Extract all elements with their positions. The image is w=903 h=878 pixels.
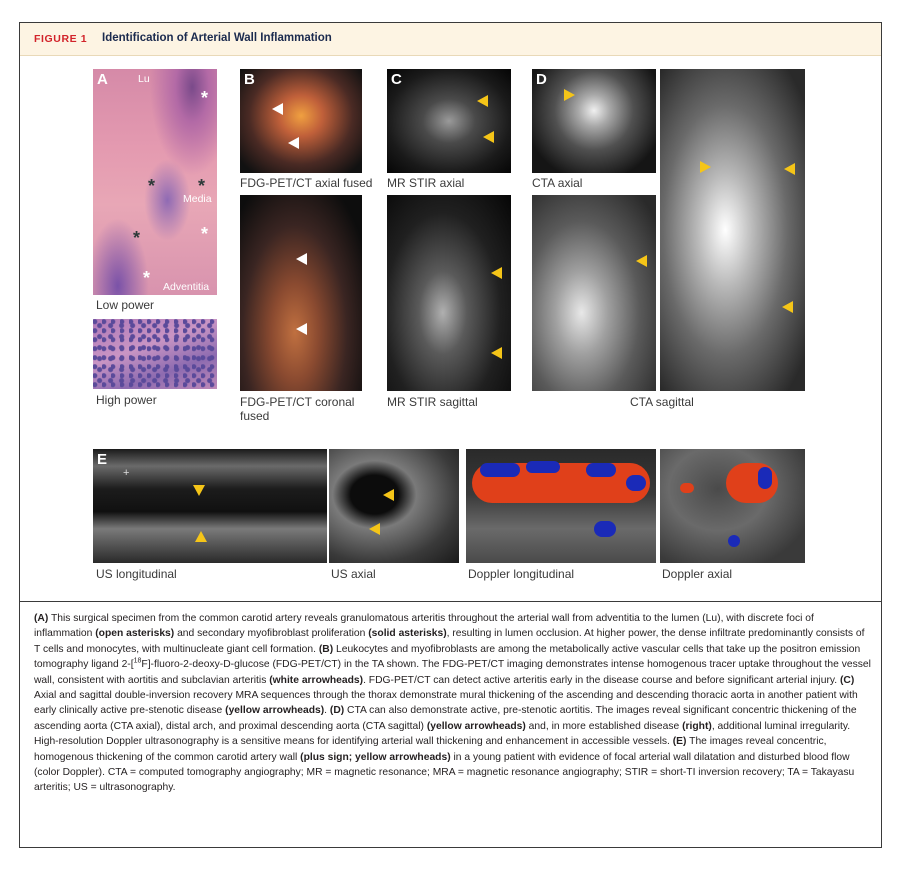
- lumen-tag: Lu: [138, 73, 150, 85]
- panel-c-axial-image: [387, 69, 511, 173]
- adventitia-tag: Adventitia: [163, 281, 210, 293]
- legend-b-text: . FDG-PET/CT can detect active arteritis early in the disease course and before significant arterial injury.: [363, 674, 840, 686]
- panel-b-axial-image: [240, 69, 362, 173]
- legend-white-arrowheads: (white arrowheads): [269, 674, 364, 686]
- legend-c-text: Axial and sagittal double-inversion recovery MRA sequences through the thorax demonstrate mural thickening of the ascending and descending thoracic aorta in another patient with early clinically active pre-stenotic disease: [34, 690, 858, 717]
- legend-c-tag: (C): [839, 674, 855, 686]
- panel-d-sagittal-image-left: [532, 195, 656, 391]
- yellow-arrowhead: [784, 163, 795, 175]
- white-arrowhead: [288, 137, 299, 149]
- legend-open-asterisks: (open asterisks): [95, 628, 175, 640]
- legend-e-text: in a young patient with evidence of focal arterial wall dilatation and disturbed blood flow (color Doppler). CTA = computed tomography angiography; MR = magnetic resonance; MRA = magnetic resonance angiography; STIR = short-TI inversion recovery; TA = Takayasu arteritis; US = ultrasonography.: [34, 751, 855, 794]
- legend-a-tag: (A): [34, 613, 49, 624]
- yellow-arrowhead: [491, 347, 502, 359]
- solid-asterisk-marker: *: [133, 228, 141, 248]
- panel-e-us-axial-caption: US axial: [331, 567, 376, 581]
- panel-a-low-caption: Low power: [96, 298, 155, 312]
- panel-c-sagittal-image: [387, 195, 511, 391]
- white-arrowhead: [272, 103, 283, 115]
- yellow-arrowhead: [369, 523, 380, 535]
- media-tag: Media: [183, 193, 212, 205]
- figure-frame: [19, 22, 882, 848]
- legend-d-right: (right): [682, 720, 712, 732]
- yellow-arrowhead: [195, 531, 207, 542]
- yellow-arrowhead: [564, 89, 575, 101]
- figure-header: [20, 23, 881, 56]
- legend-a-text: and secondary myofibroblast proliferation: [174, 628, 369, 640]
- figure-legend: [34, 611, 872, 796]
- white-arrowhead: [296, 253, 307, 265]
- panel-b-axial-caption: FDG-PET/CT axial fused: [240, 176, 373, 190]
- solid-asterisk-marker: *: [198, 176, 206, 196]
- open-asterisk-marker: *: [201, 88, 209, 108]
- legend-e-plus-sign: (plus sign; yellow arrowheads): [300, 751, 451, 763]
- panel-b-coronal-caption-line2: fused: [240, 409, 270, 423]
- panel-b-letter: B: [244, 71, 255, 88]
- panel-d-sagittal-image-right: [660, 69, 805, 391]
- panel-c-axial-caption: MR STIR axial: [387, 176, 465, 190]
- yellow-arrowhead: [193, 485, 205, 496]
- figure-label: FIGURE 1: [34, 33, 88, 45]
- legend-solid-asterisks: (solid asterisks): [368, 628, 447, 640]
- panel-d-axial-image: [532, 69, 656, 173]
- panel-e-us-longitudinal-image: [93, 449, 327, 563]
- legend-divider: [20, 601, 881, 602]
- legend-a-text: This surgical specimen from the common carotid artery reveals granulomatous arteritis throughout the arterial wall from adventitia to the lumen (Lu), with discrete foci of inflammation: [34, 613, 814, 640]
- panel-b-coronal-image: [240, 195, 362, 391]
- legend-e-text: The images reveal concentric, homogenous thickening of the common carotid artery wall: [34, 736, 827, 763]
- legend-c-text: .: [324, 705, 330, 717]
- panel-c-letter: C: [391, 71, 402, 88]
- legend-e-tag: (E): [672, 736, 687, 748]
- legend-d-text: CTA can also demonstrate active, pre-stenotic aortitis. The images reveal significant concentric thickening of the ascending aorta (CTA axial), distal arch, and proximal descending aorta (CTA sagittal): [34, 705, 857, 732]
- legend-d-text: , additional luminal irregularity. High-resolution Doppler ultrasonography is a sensitive means for identifying arterial wall thickening and enhancement in accessible vessels.: [34, 720, 851, 748]
- panel-a-low-power-image: [93, 69, 217, 295]
- legend-d-tag: (D): [329, 705, 345, 717]
- yellow-arrowhead: [491, 267, 502, 279]
- panel-c-sagittal-caption: MR STIR sagittal: [387, 395, 478, 409]
- panel-e-letter: E: [97, 451, 108, 468]
- legend-d-yellow-arrowheads: (yellow arrowheads): [426, 720, 526, 732]
- panel-e-us-axial-image: [329, 449, 459, 563]
- white-arrowhead: [296, 323, 307, 335]
- figure-title: Identification of Arterial Wall Inflammation: [102, 32, 332, 44]
- plus-sign-marker: +: [123, 467, 130, 479]
- yellow-arrowhead: [383, 489, 394, 501]
- panel-e-doppler-axial-caption: Doppler axial: [662, 567, 733, 581]
- panel-e-us-long-caption: US longitudinal: [96, 567, 177, 581]
- legend-a-text: , resulting in lumen occlusion. At higher power, the dense infiltrate predominantly consists of T cells and monocytes, with multinucleate giant cell formation.: [34, 628, 865, 655]
- legend-b-tag: (B): [318, 643, 334, 655]
- panel-d-axial-caption: CTA axial: [532, 176, 583, 190]
- legend-b-superscript: 18: [133, 657, 142, 665]
- yellow-arrowhead: [483, 131, 494, 143]
- yellow-arrowhead: [477, 95, 488, 107]
- panel-a-high-power-image: [93, 319, 217, 389]
- panel-e-doppler-axial-image: [660, 449, 805, 563]
- solid-asterisk-marker: *: [148, 176, 156, 196]
- legend-b-text: F]-fluoro-2-deoxy-D-glucose (FDG-PET/CT) in the TA shown. The FDG-PET/CT imaging demonstrates intense homogenous tracer uptake throughout the vessel wall, consistent with aortitis and subclavian arteritis: [34, 659, 871, 686]
- panel-a-high-caption: High power: [96, 393, 157, 407]
- panel-a-letter: A: [97, 71, 108, 88]
- panel-e-doppler-longitudinal-image: [466, 449, 656, 563]
- panel-e-doppler-long-caption: Doppler longitudinal: [468, 567, 575, 581]
- yellow-arrowhead: [636, 255, 647, 267]
- panel-b-coronal-caption-line1: FDG-PET/CT coronal: [240, 395, 355, 409]
- legend-c-yellow-arrowheads: (yellow arrowheads): [225, 705, 325, 717]
- legend-b-text: Leukocytes and myofibroblasts are among the metabolically active vascular cells that take up the positron emission tomography ligand 2-[: [34, 643, 861, 671]
- panel-d-letter: D: [536, 71, 547, 88]
- open-asterisk-marker: *: [143, 268, 151, 288]
- panel-d-sagittal-caption: CTA sagittal: [630, 395, 694, 409]
- yellow-arrowhead: [700, 161, 711, 173]
- legend-d-text: and, in more established disease: [525, 720, 683, 732]
- open-asterisk-marker: *: [201, 224, 209, 244]
- yellow-arrowhead: [782, 301, 793, 313]
